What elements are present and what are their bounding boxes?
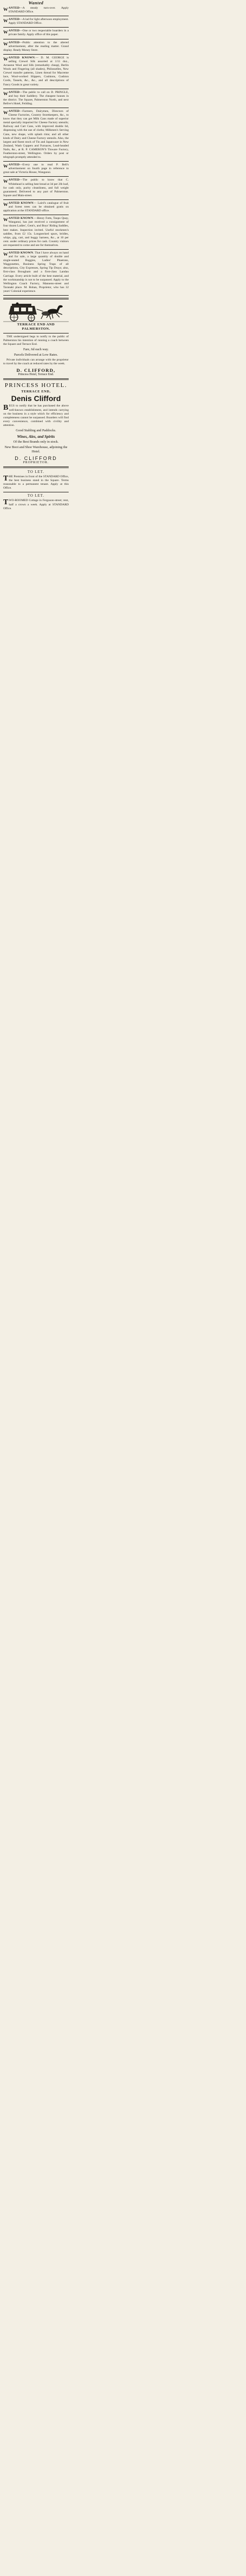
coach-route-heading: TERRACE END AND PALMERSTON. [17,323,55,331]
ad-text: —Public attention to the altered advertisement, after the reading matter. Grand display. Ready Money Store. [3,41,69,52]
hotel-brands: Of the Best Brands only in stock. [13,440,59,444]
divider [3,378,69,380]
coach-notice-body: THE undersigned begs to notify to the public of Palmerston his intention of running a coach between the Square and Terrace End. [3,335,69,346]
ad-lead: ANTED [8,18,20,22]
ad-initial: W [3,56,8,62]
ad-text: —Every one to read P. Bell's advertisement on fourth page in reference to great sale at Victoria House, Wanganui. [3,163,69,175]
column-header: Wanted [28,1,44,5]
tolet-1-body [3,475,69,490]
coach-fare: Fare, 6d each way. [23,348,49,352]
ad-initial: W [3,41,8,46]
divider [3,27,69,28]
hotel-body [3,404,69,428]
hotel-proprietor-name: D. CLIFFORD [15,456,57,462]
hotel-body-text: EGS to notify that he has purchased the above well-known establishment, and intends carrying on the business in a style which for efficiency and completeness cannot be surpassed. Boarders will find every convenience, combined with civility and attention. [3,404,69,427]
ad-initial: W [3,90,8,96]
ad-initial: W [3,6,8,12]
ad-initial: W [3,163,8,169]
divider [3,199,69,200]
divider [3,295,69,296]
ad-initial: W [3,251,8,257]
ad-text: . That I have always on hand and for sale, a large quantity of double and single-seated Buggies, Ladies' Phaetons, Waggonettes, Business Spring Traps of all descriptions, City Expresses, Spring Tip Drays; also, first-class Brougham and a first-class Landau Carriage. Every article built of the best material, and the workmanship is not to be surpassed. Apply to the Wellington Coach Factory, Mannens-street and Taranaki place. M. Bohan, Proprietor, who has 32 years' Colonial experience. [3,251,69,293]
ad-lead: ANTED [8,41,20,44]
divider [3,54,69,55]
ad-text: —The public to know that C. Whitehead is selling best bread at 3d per 2lb loaf, for cash only, purity cleanliness, and full weight guaranteed. Delivered to any part of Palmerston. Square and Main-street. [3,178,69,197]
divider [3,249,69,250]
ad-text: —Farmers, Dairymen, Directors of Cheese Factories, Country Storekeepers, &c., to know that they can get Milk Cans made of superior metal specially imported for Cheese Factory utensils; Railway and Cart Cans, with improved double lid, dispensing with the use of cloths; Milkmen's Serving Cans, new shape, with splash rims; and all other kinds of Dairy and Cheese Factory utensils. Also, the largest and finest stock of Tin and Japanware in New Zealand, Wash Coppers and Furnaces, Lead-headed Nails, &c., at R. P. CAMERON'S Tinware Factory, Featherston-street, Wellington. Orders by post or telegraph promptly attended to. [3,109,69,159]
ad-lead: ANTED KNOWN [8,201,34,205]
hotel-title: PRINCESS HOTEL. [4,382,68,389]
wanted-ad [3,41,69,52]
ad-lead: ANTED [8,29,20,33]
ad-lead: ANTED KNOWN [8,217,34,221]
tolet-2-dropcap: T [3,498,9,507]
ad-lead: ANTED [8,163,20,167]
wanted-ad [3,251,69,293]
hotel-subtitle: TERRACE END, [21,390,51,394]
wanted-ad [3,6,69,14]
ad-text: — Laird's catalogue of fruit and forest trees can be obtained gratis on application at the STANDARD office. [3,201,69,213]
ad-text: —A lad for light afternoon employment. Apply STANDARD Office. [8,18,69,25]
wanted-ad [3,110,69,159]
divider [3,466,69,468]
coach-proprietor-name: D. CLIFFORD, [16,368,56,373]
wanted-ad [3,163,69,175]
tolet-1-title: TO LET. [27,470,45,475]
advertisement-column [2,1,70,511]
wanted-ads [3,6,69,296]
coach-private-arrangement: Private individuals can arrange with the proprietor to travel by the coach at reduced rates by the week. [3,358,69,366]
ad-text: —A steady turn-over. Apply STANDARD Office. [8,6,69,14]
ad-lead: ANTED [8,90,20,94]
ad-text: .— D. M. GEORGE is selling Crewel Silk assorted at 1/11 doz., Arrasene Wool and Silk (remarkably cheap), Berlin Wools and Fingering (all shades), Philosselles, New Crewel transfer patterns, Linen thread for Macreme lace, Wool-worked Slippers, Cushions, Cushion Cords, Tassels, &c., &c., and all descriptions of Fancy Goods in great variety. [3,56,69,86]
tolet-1-text: HE Premises in front of the STANDARD Office, the best business stand in the Square. Terms reasonable to a permanent tenant. Apply at this Office. [3,475,69,490]
coach-proprietor-address: Princess Hotel, Terrace End. [18,373,54,377]
ad-initial: W [3,18,8,24]
divider [3,298,69,299]
ad-lead: ANTED [8,109,20,113]
stagecoach-illustration [3,302,69,322]
ad-text: —One or two respectable boarders in a private family. Apply office of this paper. [8,29,69,37]
ad-initial: W [3,109,8,115]
hotel-wines-heading: Wines, Ales, and Spirits [17,435,55,439]
ad-initial: W [3,29,8,35]
tolet-2-body [3,499,69,510]
ad-lead: ANTED KNOWN [8,251,34,255]
divider [3,176,69,177]
wanted-ad [3,18,69,25]
hotel-boot-warehouse: New Boot and Shoe Warehouse, adjoining the Hotel. [4,445,68,454]
ad-initial: W [3,201,8,207]
ad-lead: ANTED KNOWN [8,56,35,59]
ad-initial: W [3,178,8,184]
ad-text: —The public to call on D. PRINGLE, and buy their Saddlery. The cheapest houses in the district. The Square, Palmerston North, and next Bellve's Hotel, Feilding. [3,90,69,105]
wanted-ad [3,56,69,87]
hotel-owner-name: Denis Clifford [11,394,61,403]
hotel-stabling: Good Stabling and Paddocks. [16,429,56,433]
ad-text: .—Henry Fotts, Taupo Quay, Wanganui, has just received a consignment of four dozen Ladies', Gent's, and Boys' Riding Saddles, best makes. Inspection invited. Useful stockmen's saddles, from £2 15s. Longnecked spurs, bridles, whips, gig, cart, and buggy harness, &c., at 10 per cent. under ordinary prices for cash. Country visitors are requested to come and see for themselves. [3,217,69,247]
hotel-proprietor-title: PROPRIETOR. [23,461,49,465]
wanted-ad [3,29,69,37]
wanted-ad [3,202,69,213]
ad-lead: ANTED [8,6,20,10]
wanted-ad [3,91,69,106]
coach-parcels: Parcels Delivered at Low Rates. [14,353,58,357]
tolet-2-title: TO LET. [27,494,45,498]
ad-initial: W [3,217,8,223]
divider [3,161,69,162]
tolet-1-dropcap: T [3,475,9,483]
wanted-ad [3,178,69,197]
hotel-body-dropcap: B [3,404,9,412]
wanted-ad [3,217,69,248]
ad-lead: ANTED [8,178,20,182]
tolet-2-text: WO-ROOMED Cottage in Ferguson-street; rent, half a crown a week. Apply at STANDARD Office. [3,499,69,510]
